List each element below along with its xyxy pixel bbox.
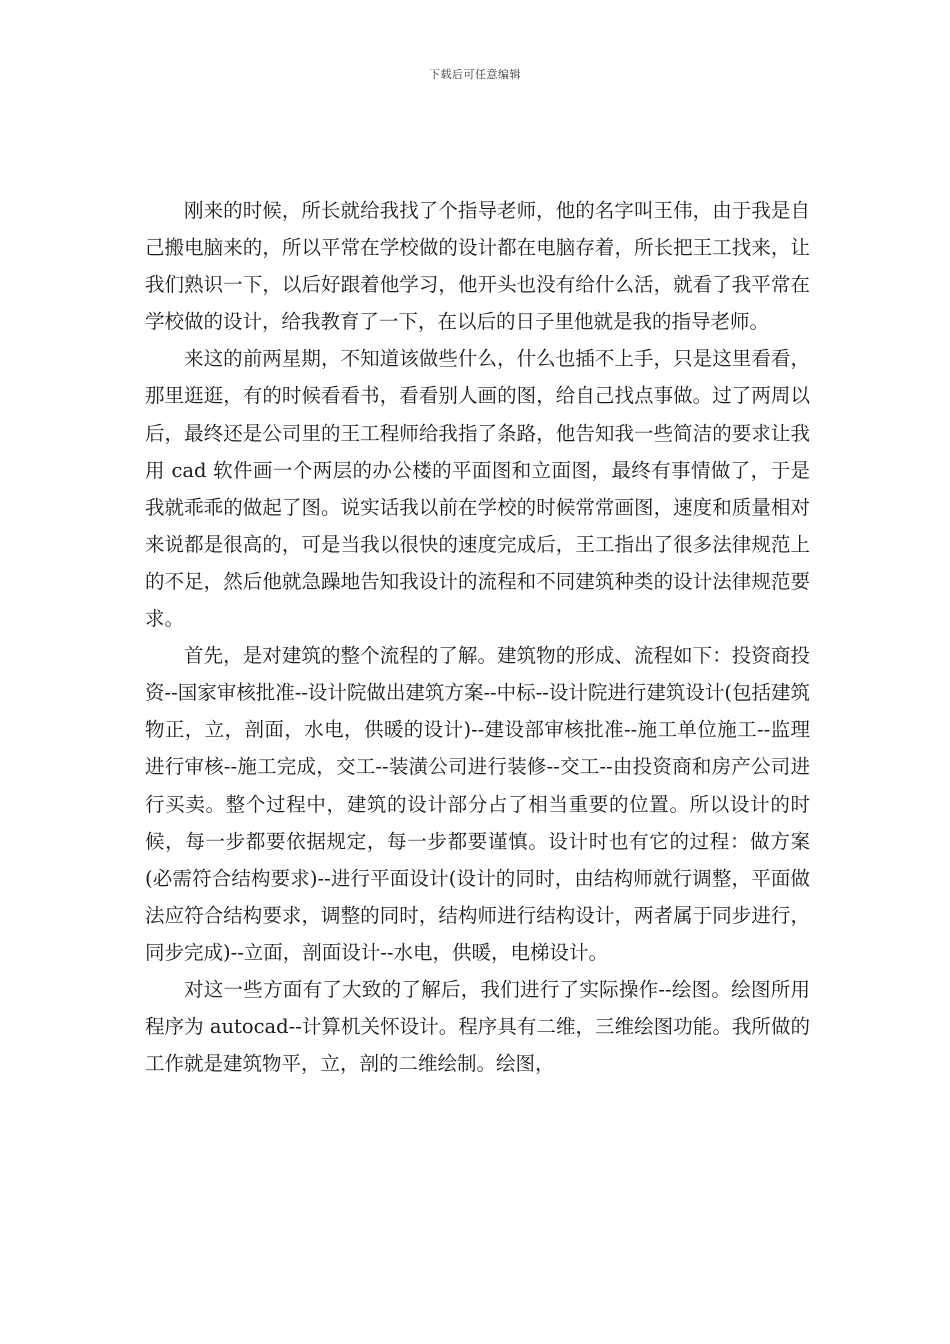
document-body — [145, 192, 810, 1082]
page-header: 下载后可任意编辑 — [429, 68, 521, 81]
paragraph-4: 对这一些方面有了大致的了解后，我们进行了实际操作--绘图。绘图所用程序为 autocad--计算机关怀设计。程序具有二维，三维绘图功能。我所做的工作就是建筑物平，立，剖的二维绘制。绘图， — [145, 977, 810, 1076]
paragraph-1: 刚来的时候，所长就给我找了个指导老师，他的名字叫王伟，由于我是自己搬电脑来的，所以平常在学校做的设计都在电脑存着，所长把王工找来，让我们熟识一下，以后好跟着他学习，他开头也没有给什么活，就看了我平常在学校做的设计，给我教育了一下，在以后的日子里他就是我的指导老师。 — [145, 199, 810, 334]
paragraph-2: 来这的前两星期，不知道该做些什么，什么也插不上手，只是这里看看，那里逛逛，有的时候看看书，看看别人画的图，给自己找点事做。过了两周以后，最终还是公司里的王工程师给我指了条路，他告知我一些简洁的要求让我用 cad 软件画一个两层的办公楼的平面图和立面图，最终有事情做了，于是我就乖乖的做起了图。说实话我以前在学校的时候常常画图，速度和质量相对来说都是很高的，可是当我以很快的速度完成后，王工指出了很多法律规范上的不足，然后他就急躁地告知我设计的流程和不同建筑种类的设计法律规范要求。 — [145, 347, 810, 631]
paragraph-3: 首先，是对建筑的整个流程的了解。建筑物的形成、流程如下：投资商投资--国家审核批准--设计院做出建筑方案--中标--设计院进行建筑设计(包括建筑物正，立，剖面，水电，供暖的设计)--建设部审核批准--施工单位施工--监理进行审核--施工完成，交工--装潢公司进行装修--交工--由投资商和房产公司进行买卖。整个过程中，建筑的设计部分占了相当重要的位置。所以设计的时候，每一步都要依据规定，每一步都要谨慎。设计时也有它的过程：做方案(必需符合结构要求)--进行平面设计(设计的同时，由结构师就行调整，平面做法应符合结构要求，调整的同时，结构师进行结构设计，两者属于同步进行，同步完成)--立面，剖面设计--水电，供暖，电梯设计。 — [145, 644, 810, 964]
